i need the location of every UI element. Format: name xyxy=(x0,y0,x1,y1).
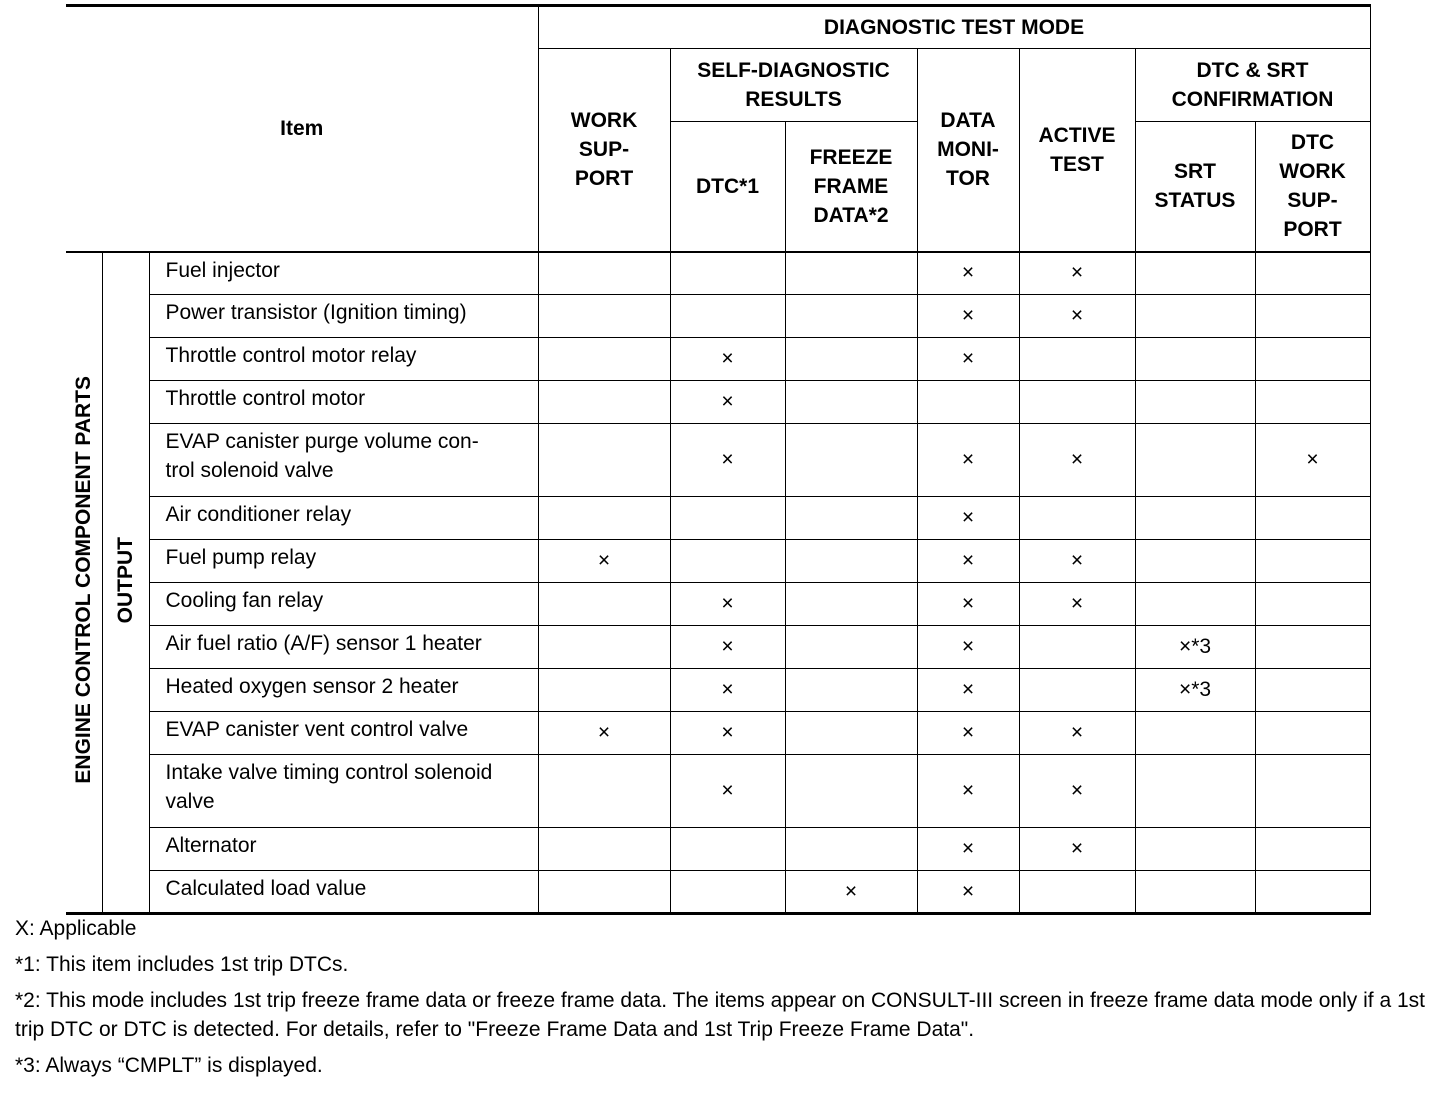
mark-work-support xyxy=(538,583,670,626)
mark-freeze-frame xyxy=(785,540,917,583)
item-name: Calculated load value xyxy=(149,871,538,914)
mark-freeze-frame xyxy=(785,295,917,338)
item-name: Alternator xyxy=(149,828,538,871)
mark-work-support xyxy=(538,295,670,338)
mark-active-test: × xyxy=(1019,755,1135,828)
dtc-header: DTC*1 xyxy=(670,122,785,252)
mark-active-test: × xyxy=(1019,828,1135,871)
mark-freeze-frame xyxy=(785,424,917,497)
mark-dtc-work-support xyxy=(1255,381,1370,424)
mark-work-support xyxy=(538,497,670,540)
mark-active-test xyxy=(1019,338,1135,381)
mark-dtc xyxy=(670,828,785,871)
note-3: *3: Always “CMPLT” is displayed. xyxy=(15,1054,323,1077)
mark-srt-status xyxy=(1135,252,1255,295)
mark-dtc: × xyxy=(670,583,785,626)
mark-dtc xyxy=(670,295,785,338)
mark-data-monitor: × xyxy=(917,295,1019,338)
mark-data-monitor: × xyxy=(917,712,1019,755)
mark-dtc: × xyxy=(670,669,785,712)
mark-dtc-work-support xyxy=(1255,669,1370,712)
mark-work-support xyxy=(538,828,670,871)
mark-active-test xyxy=(1019,626,1135,669)
mark-srt-status xyxy=(1135,712,1255,755)
mark-freeze-frame xyxy=(785,497,917,540)
item-name: Throttle control motor xyxy=(149,381,538,424)
mark-dtc-work-support xyxy=(1255,626,1370,669)
item-name: EVAP canister purge volume con- trol solenoid valve xyxy=(149,424,538,497)
mark-dtc-work-support xyxy=(1255,252,1370,295)
table-row xyxy=(66,712,1370,755)
table-row xyxy=(66,381,1370,424)
mark-freeze-frame xyxy=(785,338,917,381)
mark-data-monitor: × xyxy=(917,497,1019,540)
mark-dtc-work-support xyxy=(1255,755,1370,828)
mark-active-test: × xyxy=(1019,712,1135,755)
mark-active-test xyxy=(1019,871,1135,914)
mark-freeze-frame: × xyxy=(785,871,917,914)
mark-dtc-work-support xyxy=(1255,712,1370,755)
item-name: Throttle control motor relay xyxy=(149,338,538,381)
mark-srt-status xyxy=(1135,424,1255,497)
mark-dtc-work-support xyxy=(1255,540,1370,583)
table-row xyxy=(66,828,1370,871)
note-1: *1: This item includes 1st trip DTCs. xyxy=(15,953,349,976)
mark-srt-status xyxy=(1135,295,1255,338)
diagnostic-test-mode-header: DIAGNOSTIC TEST MODE xyxy=(538,6,1370,49)
mark-dtc: × xyxy=(670,338,785,381)
table-row xyxy=(66,424,1370,497)
mark-active-test: × xyxy=(1019,252,1135,295)
dtc-srt-confirmation-header: DTC & SRT CONFIRMATION xyxy=(1135,49,1370,122)
mark-dtc xyxy=(670,497,785,540)
table-row xyxy=(66,583,1370,626)
mark-data-monitor: × xyxy=(917,626,1019,669)
mark-dtc-work-support xyxy=(1255,828,1370,871)
mark-work-support xyxy=(538,669,670,712)
note-2: *2: This mode includes 1st trip freeze frame data or freeze frame data. The items appear on CONSULT-III screen in freeze frame data mode only if a 1st trip DTC or DTC is detected. For details, refer to "Freeze Frame Data and 1st Trip Freeze Frame Data". xyxy=(15,989,1426,1041)
mark-active-test xyxy=(1019,381,1135,424)
table-row xyxy=(66,755,1370,828)
data-monitor-header: DATA MONI- TOR xyxy=(917,49,1019,252)
mark-dtc: × xyxy=(670,424,785,497)
mark-data-monitor: × xyxy=(917,755,1019,828)
mark-active-test: × xyxy=(1019,583,1135,626)
item-name: EVAP canister vent control valve xyxy=(149,712,538,755)
mark-srt-status xyxy=(1135,828,1255,871)
item-name: Power transistor (Ignition timing) xyxy=(149,295,538,338)
mark-data-monitor: × xyxy=(917,540,1019,583)
mark-work-support xyxy=(538,381,670,424)
mark-freeze-frame xyxy=(785,828,917,871)
mark-srt-status xyxy=(1135,338,1255,381)
mark-dtc-work-support xyxy=(1255,871,1370,914)
table-row xyxy=(66,669,1370,712)
item-name: Intake valve timing control solenoid valve xyxy=(149,755,538,828)
mark-srt-status xyxy=(1135,583,1255,626)
mark-data-monitor: × xyxy=(917,424,1019,497)
mark-srt-status xyxy=(1135,540,1255,583)
mark-data-monitor: × xyxy=(917,871,1019,914)
item-name: Cooling fan relay xyxy=(149,583,538,626)
group-output: OUTPUT xyxy=(102,252,149,914)
item-name: Air conditioner relay xyxy=(149,497,538,540)
item-name: Fuel pump relay xyxy=(149,540,538,583)
mark-dtc: × xyxy=(670,626,785,669)
mark-dtc-work-support xyxy=(1255,497,1370,540)
mark-freeze-frame xyxy=(785,252,917,295)
mark-work-support xyxy=(538,338,670,381)
mark-dtc-work-support xyxy=(1255,583,1370,626)
active-test-header: ACTIVE TEST xyxy=(1019,49,1135,252)
footnotes xyxy=(15,914,1430,1087)
table-row xyxy=(66,497,1370,540)
mark-dtc: × xyxy=(670,712,785,755)
dtc-work-support-header: DTC WORK SUP- PORT xyxy=(1255,122,1370,252)
mark-work-support xyxy=(538,755,670,828)
mark-freeze-frame xyxy=(785,669,917,712)
mark-data-monitor: × xyxy=(917,669,1019,712)
table-row xyxy=(66,540,1370,583)
mark-active-test: × xyxy=(1019,540,1135,583)
table-row xyxy=(66,626,1370,669)
item-name: Fuel injector xyxy=(149,252,538,295)
mark-freeze-frame xyxy=(785,626,917,669)
mark-dtc-work-support xyxy=(1255,295,1370,338)
mark-active-test xyxy=(1019,669,1135,712)
mark-data-monitor: × xyxy=(917,828,1019,871)
group-engine-control-component-parts: ENGINE CONTROL COMPONENT PARTS xyxy=(66,252,102,914)
mark-dtc xyxy=(670,252,785,295)
mark-work-support xyxy=(538,871,670,914)
srt-status-header: SRT STATUS xyxy=(1135,122,1255,252)
mark-srt-status xyxy=(1135,497,1255,540)
work-support-header: WORK SUP- PORT xyxy=(538,49,670,252)
diagnostic-mode-table xyxy=(66,4,1371,915)
mark-data-monitor: × xyxy=(917,338,1019,381)
item-name: Air fuel ratio (A/F) sensor 1 heater xyxy=(149,626,538,669)
table-row xyxy=(66,871,1370,914)
note-applicable: X: Applicable xyxy=(15,917,137,940)
item-name: Heated oxygen sensor 2 heater xyxy=(149,669,538,712)
mark-data-monitor xyxy=(917,381,1019,424)
mark-srt-status: ×*3 xyxy=(1135,626,1255,669)
mark-work-support xyxy=(538,626,670,669)
mark-dtc xyxy=(670,540,785,583)
mark-work-support xyxy=(538,424,670,497)
mark-freeze-frame xyxy=(785,381,917,424)
mark-srt-status: ×*3 xyxy=(1135,669,1255,712)
mark-freeze-frame xyxy=(785,583,917,626)
self-diagnostic-results-header: SELF-DIAGNOSTIC RESULTS xyxy=(670,49,917,122)
mark-active-test xyxy=(1019,497,1135,540)
mark-data-monitor: × xyxy=(917,583,1019,626)
table-row xyxy=(66,295,1370,338)
mark-work-support: × xyxy=(538,540,670,583)
mark-data-monitor: × xyxy=(917,252,1019,295)
mark-freeze-frame xyxy=(785,712,917,755)
freeze-frame-data-header: FREEZE FRAME DATA*2 xyxy=(785,122,917,252)
mark-dtc: × xyxy=(670,381,785,424)
table-row xyxy=(66,252,1370,295)
mark-dtc xyxy=(670,871,785,914)
mark-dtc: × xyxy=(670,755,785,828)
mark-srt-status xyxy=(1135,871,1255,914)
mark-freeze-frame xyxy=(785,755,917,828)
mark-work-support: × xyxy=(538,712,670,755)
mark-dtc-work-support: × xyxy=(1255,424,1370,497)
mark-active-test: × xyxy=(1019,424,1135,497)
table-row xyxy=(66,338,1370,381)
mark-srt-status xyxy=(1135,755,1255,828)
item-header: Item xyxy=(66,6,538,252)
mark-dtc-work-support xyxy=(1255,338,1370,381)
mark-work-support xyxy=(538,252,670,295)
mark-active-test: × xyxy=(1019,295,1135,338)
mark-srt-status xyxy=(1135,381,1255,424)
